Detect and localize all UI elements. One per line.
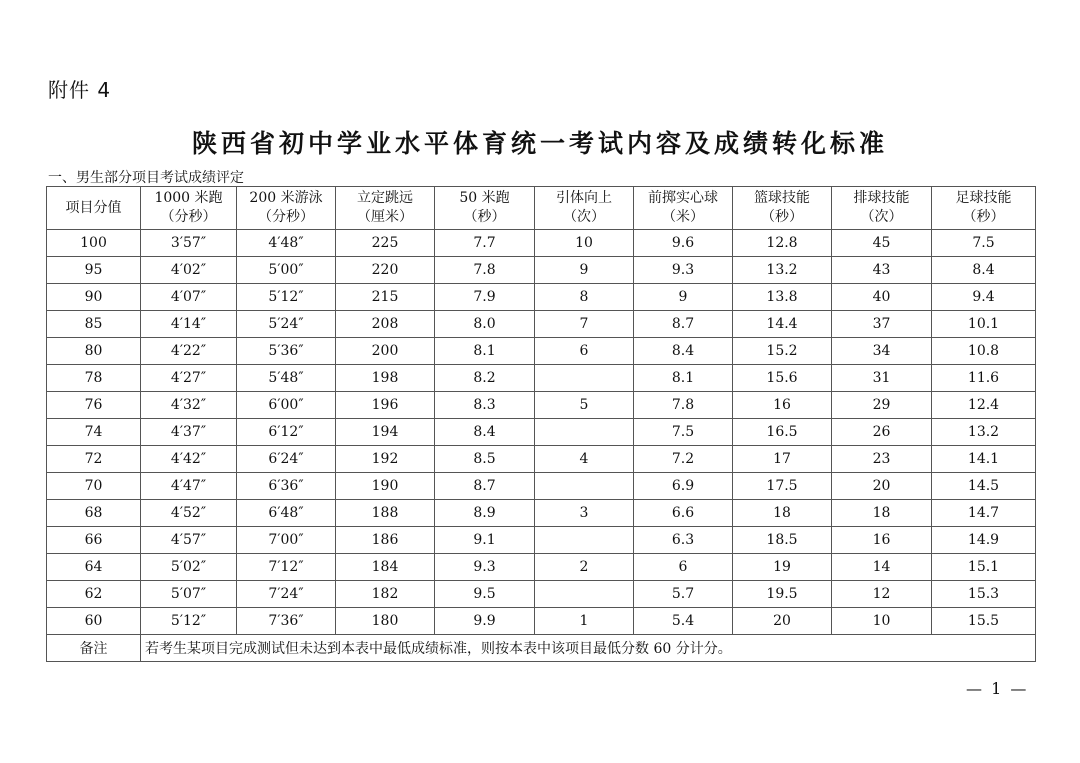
table-cell: 4′57″ (141, 527, 237, 554)
table-cell: 9.5 (435, 581, 535, 608)
table-cell: 200 (336, 338, 435, 365)
document-title: 陕西省初中学业水平体育统一考试内容及成绩转化标准 (191, 129, 888, 158)
table-cell: 220 (336, 257, 435, 284)
page-number: — 1 — (966, 679, 1029, 698)
table-cell: 6′12″ (237, 419, 336, 446)
table-cell: 45 (832, 230, 932, 257)
table-cell: 76 (47, 392, 141, 419)
table-cell: 10 (535, 230, 634, 257)
table-cell: 14.9 (932, 527, 1036, 554)
table-cell: 6.3 (634, 527, 733, 554)
note-label: 备注 (47, 635, 141, 662)
table-row (47, 554, 1036, 581)
table-cell: 100 (47, 230, 141, 257)
table-cell: 4′47″ (141, 473, 237, 500)
table-cell (535, 473, 634, 500)
table-cell: 15.5 (932, 608, 1036, 635)
table-cell: 7.2 (634, 446, 733, 473)
table-cell: 198 (336, 365, 435, 392)
table-row (47, 581, 1036, 608)
table-cell: 10.8 (932, 338, 1036, 365)
table-row (47, 419, 1036, 446)
table-cell: 14.5 (932, 473, 1036, 500)
table-cell: 31 (832, 365, 932, 392)
table-cell: 4′27″ (141, 365, 237, 392)
table-cell: 8.0 (435, 311, 535, 338)
table-cell: 4′07″ (141, 284, 237, 311)
table-cell: 15.1 (932, 554, 1036, 581)
table-cell: 5′00″ (237, 257, 336, 284)
table-cell: 20 (832, 473, 932, 500)
table-cell: 16 (733, 392, 832, 419)
table-cell: 5′12″ (141, 608, 237, 635)
table-cell: 7′36″ (237, 608, 336, 635)
table-cell: 19.5 (733, 581, 832, 608)
note-text: 若考生某项目完成测试但未达到本表中最低成绩标准，则按本表中该项目最低分数 60 分计分。 (141, 635, 1036, 662)
table-cell: 4′02″ (141, 257, 237, 284)
table-cell: 184 (336, 554, 435, 581)
table-cell: 15.2 (733, 338, 832, 365)
table-cell: 8.4 (435, 419, 535, 446)
header-medicine-ball-throw: 前掷实心球 （米） (634, 187, 733, 230)
table-cell: 15.3 (932, 581, 1036, 608)
table-cell: 74 (47, 419, 141, 446)
table-cell: 13.8 (733, 284, 832, 311)
table-cell: 18 (832, 500, 932, 527)
table-cell: 66 (47, 527, 141, 554)
table-cell: 90 (47, 284, 141, 311)
table-cell: 8.5 (435, 446, 535, 473)
table-cell: 14 (832, 554, 932, 581)
table-cell: 8.1 (435, 338, 535, 365)
table-cell: 194 (336, 419, 435, 446)
table-cell: 5.4 (634, 608, 733, 635)
table-cell: 7′12″ (237, 554, 336, 581)
table-cell: 6.9 (634, 473, 733, 500)
table-cell: 7.9 (435, 284, 535, 311)
table-cell: 9.1 (435, 527, 535, 554)
table-row (47, 230, 1036, 257)
table-cell: 9.4 (932, 284, 1036, 311)
table-row (47, 527, 1036, 554)
table-cell: 7.8 (435, 257, 535, 284)
table-cell: 8 (535, 284, 634, 311)
table-cell: 7′24″ (237, 581, 336, 608)
table-cell: 7.5 (932, 230, 1036, 257)
table-cell: 16.5 (733, 419, 832, 446)
table-row (47, 500, 1036, 527)
table-cell: 18 (733, 500, 832, 527)
table-cell: 8.1 (634, 365, 733, 392)
table-row (47, 338, 1036, 365)
table-cell: 5 (535, 392, 634, 419)
table-cell: 15.6 (733, 365, 832, 392)
header-score: 项目分值 (47, 187, 141, 230)
table-cell: 8.3 (435, 392, 535, 419)
table-cell: 80 (47, 338, 141, 365)
table-cell: 6 (634, 554, 733, 581)
header-200m-swim: 200 米游泳 （分秒） (237, 187, 336, 230)
table-cell: 40 (832, 284, 932, 311)
table-cell: 208 (336, 311, 435, 338)
table-cell: 17.5 (733, 473, 832, 500)
header-football-skill: 足球技能 （秒） (932, 187, 1036, 230)
table-row (47, 392, 1036, 419)
table-cell: 225 (336, 230, 435, 257)
table-cell: 180 (336, 608, 435, 635)
table-cell: 190 (336, 473, 435, 500)
table-cell (535, 527, 634, 554)
table-cell: 70 (47, 473, 141, 500)
table-cell: 34 (832, 338, 932, 365)
table-cell: 7.7 (435, 230, 535, 257)
table-cell: 14.4 (733, 311, 832, 338)
table-cell: 16 (832, 527, 932, 554)
table-cell: 8.4 (932, 257, 1036, 284)
table-cell: 12.4 (932, 392, 1036, 419)
table-cell: 7 (535, 311, 634, 338)
table-cell: 8.7 (435, 473, 535, 500)
table-cell: 23 (832, 446, 932, 473)
table-row (47, 257, 1036, 284)
table-cell: 9.9 (435, 608, 535, 635)
table-cell (535, 581, 634, 608)
table-cell: 6 (535, 338, 634, 365)
table-cell: 8.2 (435, 365, 535, 392)
table-cell: 6′36″ (237, 473, 336, 500)
table-cell: 6′00″ (237, 392, 336, 419)
table-cell: 37 (832, 311, 932, 338)
table-cell: 60 (47, 608, 141, 635)
table-cell: 182 (336, 581, 435, 608)
table-cell: 6′24″ (237, 446, 336, 473)
table-cell: 64 (47, 554, 141, 581)
table-cell: 14.1 (932, 446, 1036, 473)
note-row (47, 635, 1036, 662)
table-cell: 19 (733, 554, 832, 581)
table-cell: 85 (47, 311, 141, 338)
table-row (47, 284, 1036, 311)
header-volleyball-skill: 排球技能 （次） (832, 187, 932, 230)
table-cell: 4′32″ (141, 392, 237, 419)
table-cell: 4′52″ (141, 500, 237, 527)
table-cell: 6.6 (634, 500, 733, 527)
table-row (47, 311, 1036, 338)
table-cell: 5′12″ (237, 284, 336, 311)
header-standing-long-jump: 立定跳远 （厘米） (336, 187, 435, 230)
table-cell: 7′00″ (237, 527, 336, 554)
table-cell: 95 (47, 257, 141, 284)
table-cell: 5′07″ (141, 581, 237, 608)
table-cell: 17 (733, 446, 832, 473)
table-cell: 7.5 (634, 419, 733, 446)
annex-label: 附件 4 (48, 78, 112, 102)
table-cell: 78 (47, 365, 141, 392)
table-cell: 215 (336, 284, 435, 311)
table-cell: 3′57″ (141, 230, 237, 257)
table-cell: 13.2 (733, 257, 832, 284)
table-cell: 188 (336, 500, 435, 527)
table-cell: 5′36″ (237, 338, 336, 365)
table-cell (535, 419, 634, 446)
table-cell: 9.3 (634, 257, 733, 284)
table-cell: 7.8 (634, 392, 733, 419)
table-row (47, 608, 1036, 635)
header-pull-up: 引体向上 （次） (535, 187, 634, 230)
header-basketball-skill: 篮球技能 （秒） (733, 187, 832, 230)
table-cell: 18.5 (733, 527, 832, 554)
table-cell: 5′48″ (237, 365, 336, 392)
header-50m-run: 50 米跑 （秒） (435, 187, 535, 230)
table-cell: 62 (47, 581, 141, 608)
table-cell: 5′24″ (237, 311, 336, 338)
table-cell: 5′02″ (141, 554, 237, 581)
table-cell: 6′48″ (237, 500, 336, 527)
table-cell: 9 (535, 257, 634, 284)
table-cell: 29 (832, 392, 932, 419)
header-1000m-run: 1000 米跑 （分秒） (141, 187, 237, 230)
table-cell: 9.3 (435, 554, 535, 581)
table-row (47, 446, 1036, 473)
table-cell: 4′37″ (141, 419, 237, 446)
table-cell: 68 (47, 500, 141, 527)
table-cell: 11.6 (932, 365, 1036, 392)
table-cell: 3 (535, 500, 634, 527)
score-standards-table (46, 186, 1036, 662)
table-cell: 13.2 (932, 419, 1036, 446)
table-cell: 8.4 (634, 338, 733, 365)
table-cell: 12 (832, 581, 932, 608)
table-cell: 8.7 (634, 311, 733, 338)
table-cell (535, 365, 634, 392)
table-header-row (47, 187, 1036, 230)
table-cell: 4′14″ (141, 311, 237, 338)
table-cell: 10 (832, 608, 932, 635)
table-row (47, 365, 1036, 392)
table-cell: 1 (535, 608, 634, 635)
table-cell: 10.1 (932, 311, 1036, 338)
table-cell: 186 (336, 527, 435, 554)
table-row (47, 473, 1036, 500)
table-cell: 8.9 (435, 500, 535, 527)
table-cell: 4 (535, 446, 634, 473)
table-cell: 4′42″ (141, 446, 237, 473)
table-cell: 12.8 (733, 230, 832, 257)
table-cell: 72 (47, 446, 141, 473)
table-cell: 9 (634, 284, 733, 311)
table-cell: 192 (336, 446, 435, 473)
table-cell: 2 (535, 554, 634, 581)
table-cell: 9.6 (634, 230, 733, 257)
table-cell: 4′22″ (141, 338, 237, 365)
table-cell: 26 (832, 419, 932, 446)
table-cell: 14.7 (932, 500, 1036, 527)
table-cell: 4′48″ (237, 230, 336, 257)
section-heading: 一、男生部分项目考试成绩评定 (48, 170, 244, 186)
table-cell: 20 (733, 608, 832, 635)
table-cell: 196 (336, 392, 435, 419)
table-cell: 43 (832, 257, 932, 284)
table-cell: 5.7 (634, 581, 733, 608)
